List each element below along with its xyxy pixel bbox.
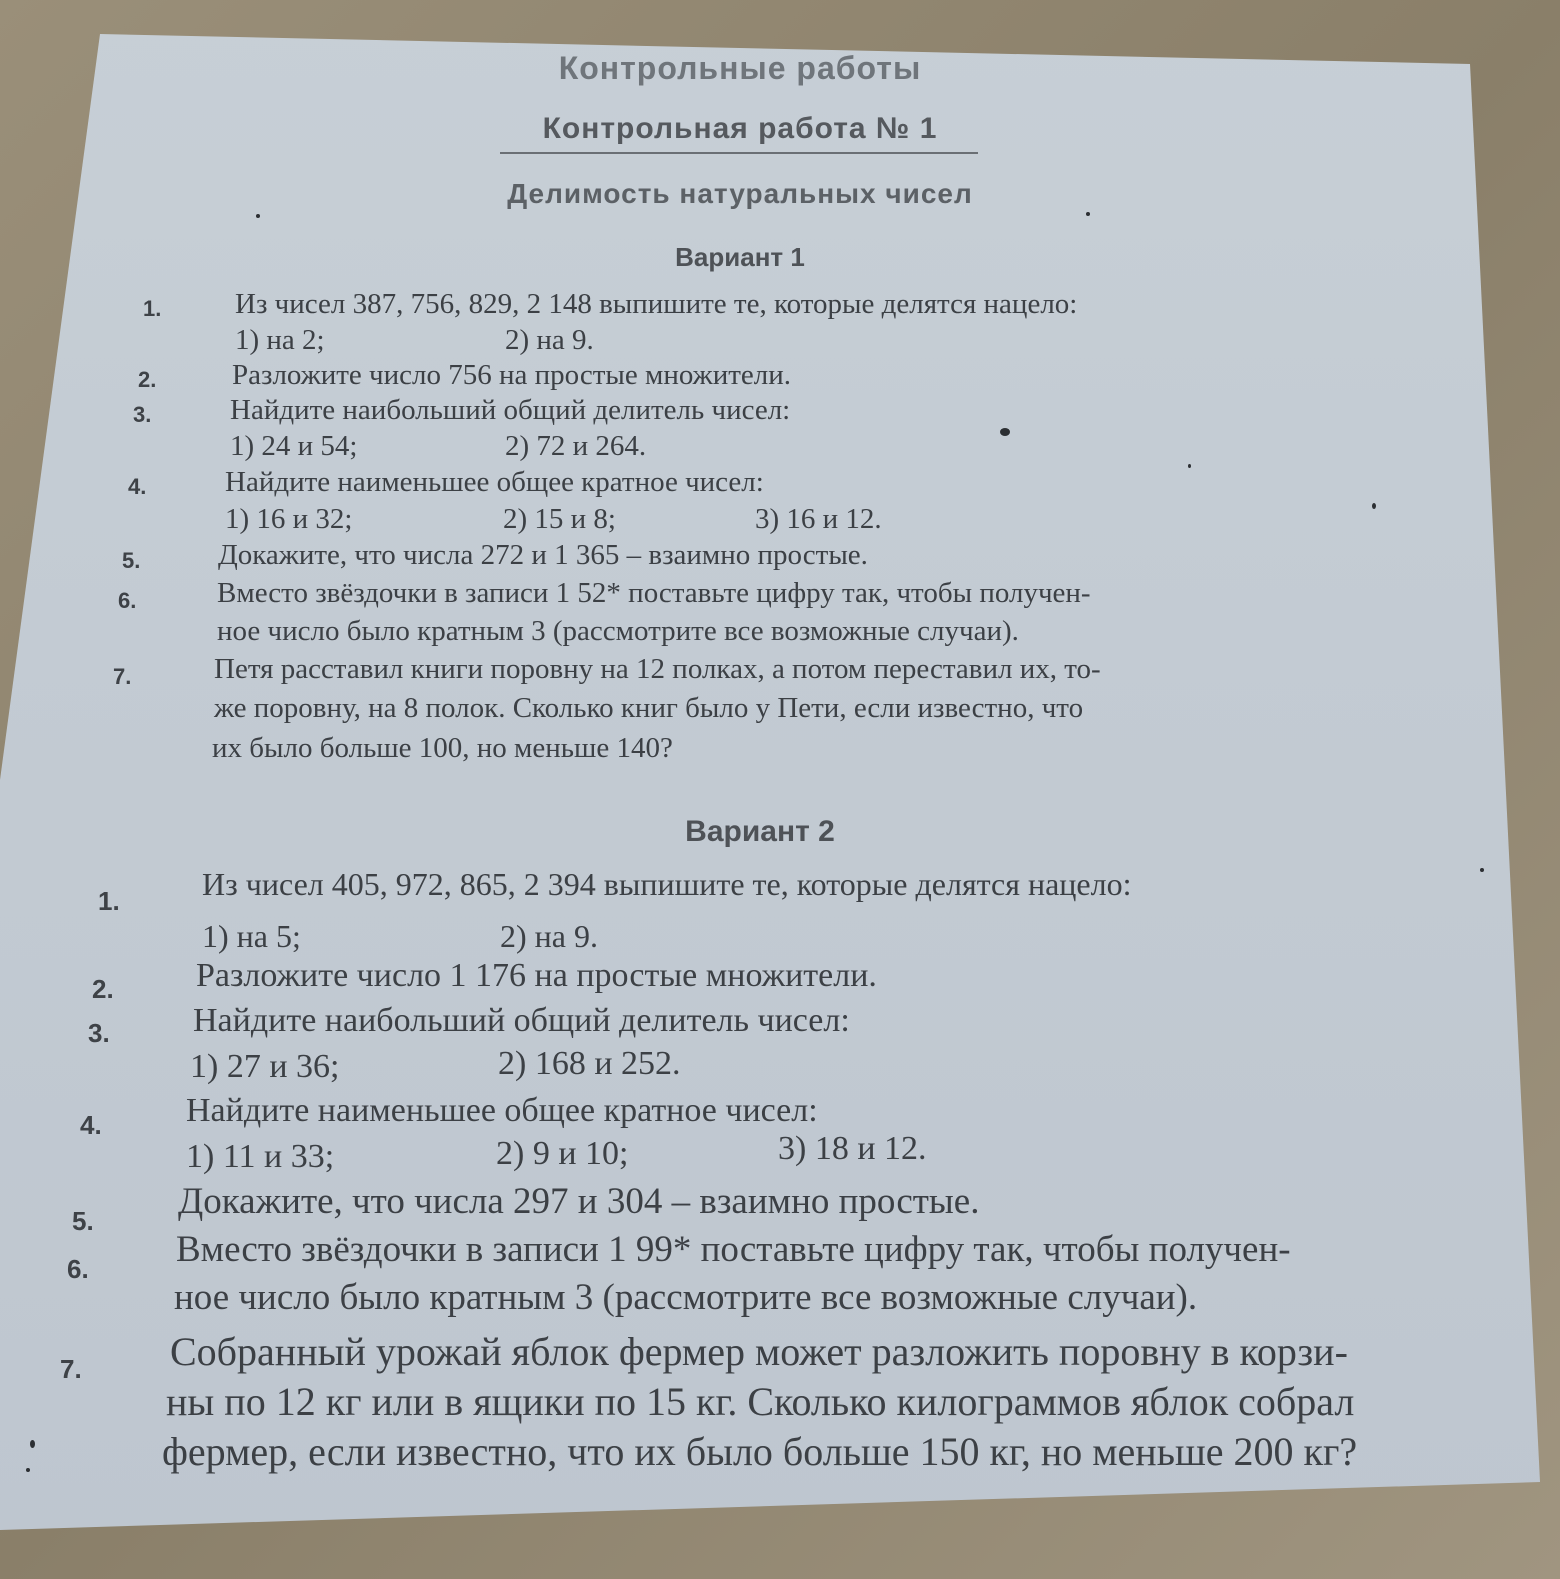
page-main-title: Контрольные работы (558, 50, 922, 86)
v2-task-5-text: Докажите, что числа 297 и 304 – взаимно простые. (178, 1181, 980, 1222)
v2-task-7-text-line-1: Собранный урожай яблок фермер может разложить поровну в корзи- (170, 1329, 1348, 1374)
v1-task-7-text-line-3: их было больше 100, но меньше 140? (212, 732, 673, 764)
variant-1-heading: Вариант 1 (675, 242, 805, 272)
v1-task-2-number: 2. (138, 367, 157, 392)
variant-2-heading: Вариант 2 (685, 815, 835, 848)
v2-task-3-number: 3. (88, 1018, 110, 1048)
v1-task-2-text: Разложите число 756 на простые множители. (232, 359, 792, 391)
speck (1000, 428, 1010, 436)
v2-task-4-number: 4. (80, 1110, 102, 1140)
v2-task-3-option-1: 1) 27 и 36; (190, 1048, 340, 1085)
speck (1086, 212, 1090, 216)
v2-task-4-text: Найдите наименьшее общее кратное чисел: (186, 1092, 818, 1129)
topic-title: Делимость натуральных чисел (507, 178, 973, 209)
speck (30, 1440, 35, 1448)
v2-task-2-number: 2. (92, 974, 114, 1004)
speck (1480, 868, 1484, 872)
v2-task-4-option-3: 3) 18 и 12. (778, 1130, 927, 1167)
v1-task-1-text: Из чисел 387, 756, 829, 2 148 выпишите те, которые делятся нацело: (235, 288, 1078, 320)
v1-task-7-number: 7. (113, 664, 132, 689)
v2-task-3-option-2: 2) 168 и 252. (498, 1045, 681, 1082)
v1-task-7-text-line-1: Петя расставил книги поровну на 12 полках, а потом переставил их, то- (214, 653, 1101, 685)
v1-task-1-option-2: 2) на 9. (505, 324, 594, 356)
v2-task-6-number: 6. (67, 1254, 89, 1284)
v2-task-7-text-line-2: ны по 12 кг или в ящики по 15 кг. Сколько килограммов яблок собрал (166, 1379, 1355, 1424)
work-title: Контрольная работа № 1 (542, 112, 938, 145)
v1-task-4-number: 4. (128, 474, 147, 499)
v1-task-6-text-line-2: ное число было кратным 3 (рассмотрите все возможные случаи). (217, 615, 1019, 647)
v2-task-1-text: Из чисел 405, 972, 865, 2 394 выпишите те, которые делятся нацело: (202, 866, 1132, 902)
v1-task-3-number: 3. (133, 402, 152, 427)
speck (26, 1468, 30, 1472)
work-title-underline (500, 152, 978, 154)
v1-task-3-text: Найдите наибольший общий делитель чисел: (230, 394, 791, 426)
v2-task-4-option-2: 2) 9 и 10; (496, 1135, 629, 1172)
v2-task-6-text-line-2: ное число было кратным 3 (рассмотрите все возможные случаи). (174, 1277, 1198, 1318)
v1-task-4-option-1: 1) 16 и 32; (225, 503, 353, 535)
v1-task-4-option-2: 2) 15 и 8; (503, 503, 616, 535)
v2-task-1-option-2: 2) на 9. (500, 918, 598, 954)
v1-task-5-number: 5. (122, 548, 141, 573)
v2-task-7-text-line-3: фермер, если известно, что их было больше 150 кг, но меньше 200 кг? (162, 1429, 1358, 1474)
v2-task-7-number: 7. (60, 1354, 82, 1384)
v1-task-1-option-1: 1) на 2; (235, 324, 325, 356)
v2-task-2-text: Разложите число 1 176 на простые множители. (196, 957, 877, 994)
v1-task-7-text-line-2: же поровну, на 8 полок. Сколько книг было у Пети, если известно, что (214, 692, 1084, 724)
speck (1188, 464, 1191, 468)
v1-task-5-text: Докажите, что числа 272 и 1 365 – взаимно простые. (218, 539, 868, 571)
v1-task-3-option-1: 1) 24 и 54; (230, 430, 358, 462)
v2-task-3-text: Найдите наибольший общий делитель чисел: (193, 1002, 850, 1039)
v1-task-1-number: 1. (143, 296, 162, 321)
v1-task-4-text: Найдите наименьшее общее кратное чисел: (225, 466, 764, 498)
v1-task-6-text-line-1: Вместо звёздочки в записи 1 52* поставьте цифру так, чтобы получен- (217, 577, 1091, 609)
v2-task-6-text-line-1: Вместо звёздочки в записи 1 99* поставьте цифру так, чтобы получен- (176, 1229, 1291, 1270)
v2-task-1-option-1: 1) на 5; (202, 918, 301, 954)
v2-task-1-number: 1. (98, 886, 120, 916)
v1-task-4-option-3: 3) 16 и 12. (755, 503, 882, 535)
speck (1372, 503, 1376, 509)
v2-task-4-option-1: 1) 11 и 33; (186, 1138, 335, 1175)
v1-task-6-number: 6. (118, 588, 137, 613)
speck (256, 214, 260, 218)
v1-task-3-option-2: 2) 72 и 264. (505, 430, 647, 462)
v2-task-5-number: 5. (72, 1206, 94, 1236)
